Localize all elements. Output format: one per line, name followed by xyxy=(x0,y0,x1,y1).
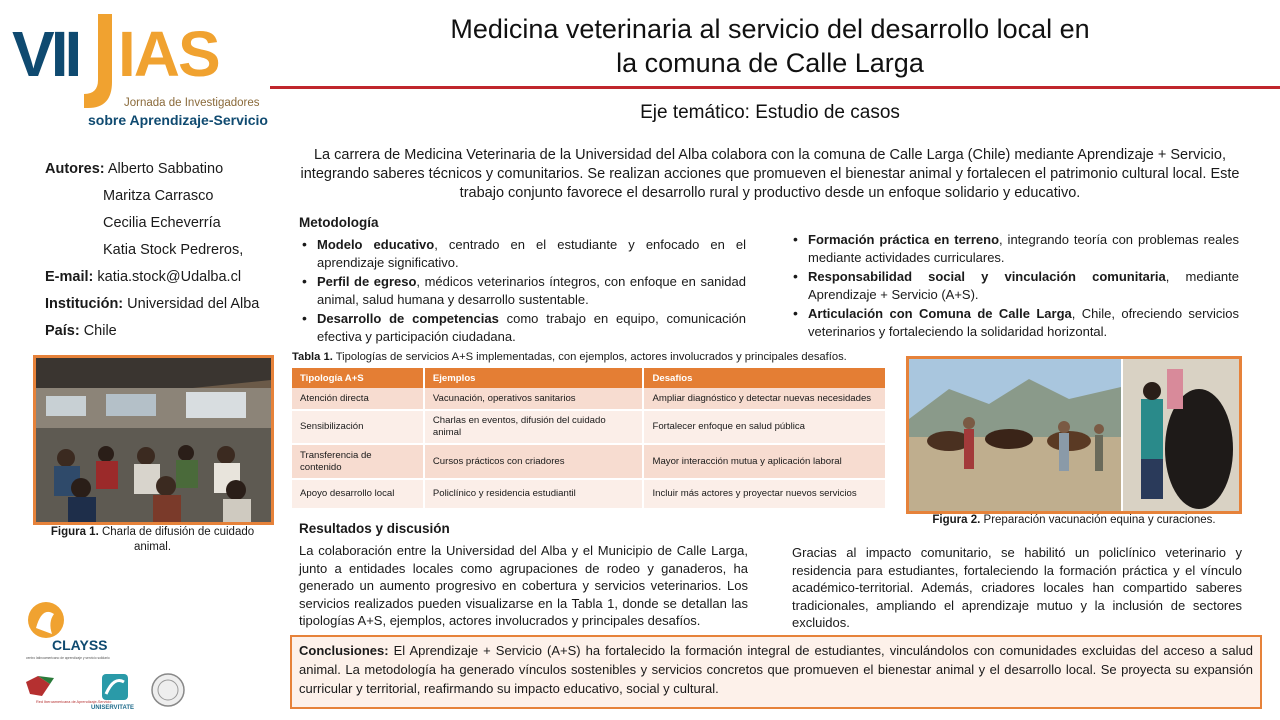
horses-photo-illustration xyxy=(909,359,1239,511)
table-header-row xyxy=(292,368,886,388)
list-item xyxy=(317,273,746,308)
clayss-subtext: centro latinoamericano de aprendizaje y servicio solidario xyxy=(26,656,110,660)
table-header-cell: Ejemplos xyxy=(424,368,644,388)
list-item-bold: Desarrollo de competencias xyxy=(317,311,499,326)
list-item xyxy=(808,231,1239,266)
country-label: País: xyxy=(45,323,80,339)
institution-value: Universidad del Alba xyxy=(127,296,260,312)
table-cell: Ampliar diagnóstico y detectar nuevas necesidades xyxy=(643,388,886,410)
table-cell: Policlínico y residencia estudiantil xyxy=(424,479,644,509)
uniservitate-text: UNISERVITATE xyxy=(91,705,135,711)
list-item xyxy=(317,236,746,271)
audience-photo-illustration xyxy=(36,358,271,522)
author-name: Maritza Carrasco xyxy=(103,188,214,204)
table-row xyxy=(292,479,886,509)
results-heading: Resultados y discusión xyxy=(299,521,450,536)
author-name: Katia Stock Pedreros, xyxy=(103,242,244,258)
figure-1-photo xyxy=(33,355,274,525)
figure-2-label: Figura 2. xyxy=(932,514,981,526)
table-row xyxy=(292,410,886,444)
methodology-left-list xyxy=(299,236,746,347)
thematic-axis: Eje temático: Estudio de casos xyxy=(640,102,900,123)
email-label: E-mail: xyxy=(45,269,94,285)
logo-subtitle-1: Jornada de Investigadores xyxy=(124,97,260,109)
list-item-bold: Perfil de egreso xyxy=(317,274,417,289)
list-item-bold: Modelo educativo xyxy=(317,237,435,252)
university-seal-icon xyxy=(152,674,184,706)
table-1-caption xyxy=(292,351,847,363)
logo-text-ias: IAS xyxy=(118,18,219,90)
list-item-text: , Chile, ofreciendo servicios veterinarios y fortaleciendo la solidaridad horizontal. xyxy=(808,306,1239,339)
table-1-text: Tipologías de servicios A+S implementadas, con ejemplos, actores involucrados y principales desafíos. xyxy=(332,351,847,363)
list-item-text: , centrado en el estudiante y enfocado en el aprendizaje significativo. xyxy=(317,237,746,270)
email-value: katia.stock@Udalba.cl xyxy=(97,269,242,285)
logo-j-shape xyxy=(84,14,112,108)
title-divider xyxy=(270,86,1280,89)
methodology-heading: Metodología xyxy=(299,215,379,230)
redib-text: Red Iberoamericana de Aprendizaje-Servicio xyxy=(36,700,112,704)
list-item-text: como trabajo en equipo, comunicación efectiva y participación ciudadana. xyxy=(317,311,746,344)
logo-text-vii: VII xyxy=(12,18,79,90)
table-cell: Charlas en eventos, difusión del cuidado animal xyxy=(424,410,644,444)
figure-1-caption xyxy=(40,525,265,555)
conclusions-label: Conclusiones: xyxy=(299,643,389,658)
table-cell: Cursos prácticos con criadores xyxy=(424,444,644,479)
results-paragraph-right: Gracias al impacto comunitario, se habilitó un policlínico veterinario y residencia para estudiantes, fortaleciendo la formación práctica y el vínculo académico-territorial. Además, criadores locales han compartido saberes tradicionales, ampliando el aprendizaje mutuo y la inclusión de sectores excluidos. xyxy=(792,545,1242,630)
table-1 xyxy=(292,368,887,510)
institution-label: Institución: xyxy=(45,296,124,312)
list-item xyxy=(317,310,746,345)
list-item-text: , médicos veterinarios íntegros, con enfoque en sanidad animal, salud humana y desarrollo sustentable. xyxy=(317,274,746,307)
list-item-bold: Responsabilidad social y vinculación comunitaria xyxy=(808,269,1166,284)
figure-2-text: Preparación vacunación equina y curaciones. xyxy=(980,514,1216,526)
table-row xyxy=(292,444,886,479)
poster-title xyxy=(290,12,1250,80)
list-item-bold: Articulación con Comuna de Calle Larga xyxy=(808,306,1072,321)
figure-2-photos xyxy=(906,356,1242,514)
table-row xyxy=(292,388,886,410)
title-line-1: Medicina veterinaria al servicio del desarrollo local en xyxy=(450,14,1090,44)
table-1-label: Tabla 1. xyxy=(292,351,333,363)
conclusions-text: El Aprendizaje + Servicio (A+S) ha fortalecido la formación integral de estudiantes, vinculándolos con comunidades excluidas del acceso a salud animal. La metodología ha generado vínculos sostenibles y servicios concretos que promueven el bienestar animal y el desarrollo local. Se proyecta su expansión curricular y territorial, reafirmando su impacto educativo, social y cultural. xyxy=(299,643,1253,696)
table-header-cell: Desafíos xyxy=(643,368,886,388)
clayss-text: CLAYSS xyxy=(52,637,108,653)
logo-subtitle-2: sobre Aprendizaje-Servicio xyxy=(88,112,268,128)
clayss-logo xyxy=(24,600,134,662)
list-item-bold: Formación práctica en terreno xyxy=(808,232,1000,247)
country-value: Chile xyxy=(83,323,117,339)
figure-1-label: Figura 1. xyxy=(50,526,99,538)
list-item-text: , mediante Aprendizaje + Servicio (A+S). xyxy=(808,269,1239,302)
table-cell: Apoyo desarrollo local xyxy=(292,479,424,509)
figure-1-text: Charla de difusión de cuidado animal. xyxy=(98,526,255,553)
conclusions-box xyxy=(290,635,1262,709)
table-cell: Incluir más actores y proyectar nuevos servicios xyxy=(643,479,886,509)
table-cell: Mayor interacción mutua y aplicación laboral xyxy=(643,444,886,479)
list-item xyxy=(808,305,1239,340)
intro-paragraph: La carrera de Medicina Veterinaria de la Universidad del Alba colabora con la comuna de Calle Larga (Chile) mediante Aprendizaje + Servicio, integrando saberes técnicos y comunitarios. Se realizan acciones que promueven el bienestar animal y fortalecen el patrimonio cultural local. Este trabajo conjunto favorece el desarrollo rural y productivo desde un enfoque solidario y educativo. xyxy=(300,147,1240,201)
table-cell: Transferencia de contenido xyxy=(292,444,424,479)
results-paragraph-left: La colaboración entre la Universidad del Alba y el Municipio de Calle Larga, junto a entidades locales como agrupaciones de rodeo y ganaderos, ha generado un aumento progresivo en cobertura y servicios veterinarios. Los servicios realizados pueden visualizarse en la Tabla 1, donde se detallan las tipologías A+S, ejemplos, actores involucrados y principales desafíos. xyxy=(299,543,748,628)
title-line-2: la comuna de Calle Larga xyxy=(616,48,924,78)
methodology-right-list xyxy=(790,231,1239,342)
table-header-cell: Tipología A+S xyxy=(292,368,424,388)
list-item xyxy=(808,268,1239,303)
figure-2-caption xyxy=(906,514,1242,526)
table-cell: Sensibilización xyxy=(292,410,424,444)
author-name: Cecilia Echeverría xyxy=(103,215,221,231)
table-cell: Fortalecer enfoque en salud pública xyxy=(643,410,886,444)
table-cell: Atención directa xyxy=(292,388,424,410)
partner-logos xyxy=(24,670,194,715)
authors-label: Autores: xyxy=(45,161,105,177)
list-item-text: , integrando teoría con problemas reales mediante actividades curriculares. xyxy=(808,232,1239,265)
table-cell: Vacunación, operativos sanitarios xyxy=(424,388,644,410)
authors-block xyxy=(45,156,259,345)
author-name: Alberto Sabbatino xyxy=(107,161,224,177)
uniservitate-emblem-icon xyxy=(102,674,128,700)
